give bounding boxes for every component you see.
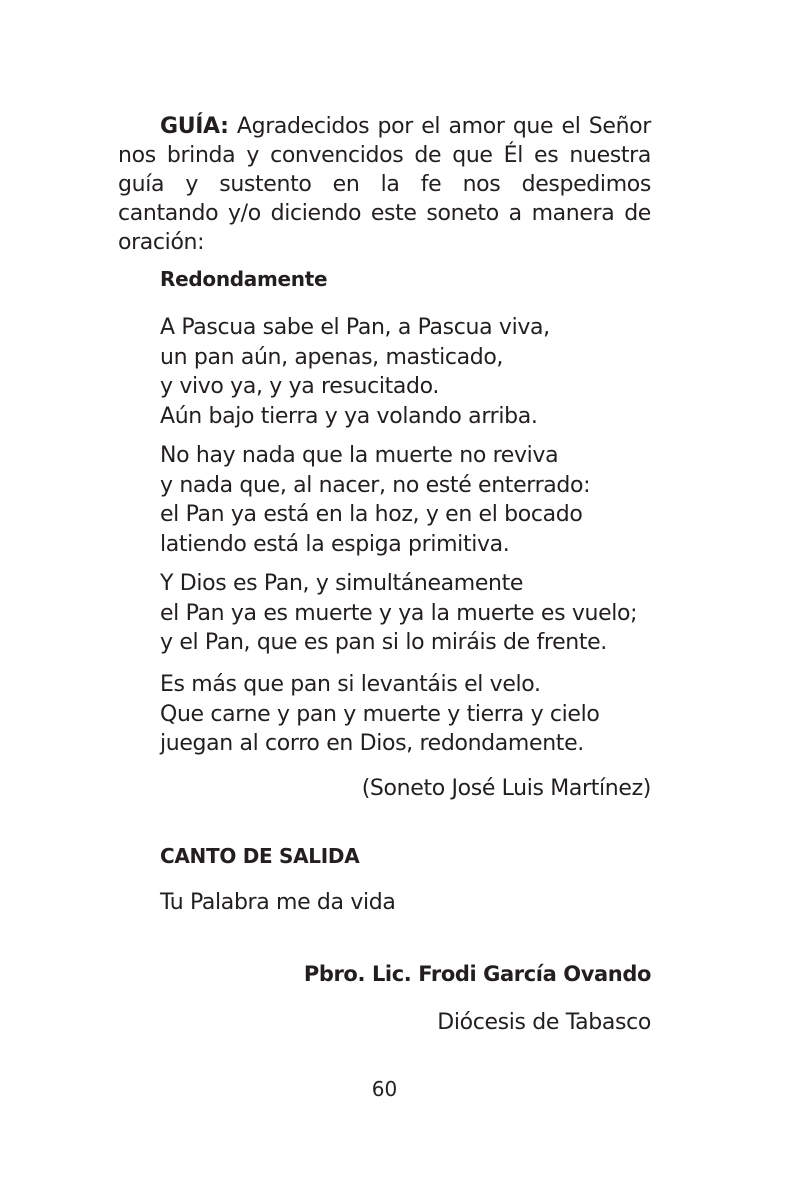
poem-attribution: (Soneto José Luis Martínez) (361, 776, 651, 801)
poem-line: Es más que pan si levantáis el velo. (160, 672, 541, 697)
signature-name: Pbro. Lic. Frodi García Ovando (303, 962, 651, 986)
poem-line: Aún bajo tierra y ya volando arriba. (160, 403, 538, 429)
poem-line: latiendo está la espiga primitiva. (160, 531, 510, 557)
closing-song-name: Tu Palabra me da vida (160, 890, 396, 915)
poem-line: No hay nada que la muerte no reviva (160, 443, 559, 468)
intro-paragraph (118, 112, 651, 257)
poem-stanza-4 (160, 670, 599, 759)
poem-line: juegan al corro en Dios, redondamente. (160, 731, 584, 756)
guide-label: GUÍA: (160, 114, 229, 139)
poem-line: Y Dios es Pan, y simultáneamente (160, 571, 524, 596)
poem-title: Redondamente (160, 267, 328, 291)
poem-line: y el Pan, que es pan si lo miráis de frente. (160, 630, 607, 655)
poem-line: Que carne y pan y muerte y tierra y cielo (160, 701, 600, 727)
signature-diocese: Diócesis de Tabasco (437, 1010, 651, 1035)
poem-stanza-2 (160, 441, 590, 559)
intro-text: Agradecidos por el amor que el Señor nos brinda y convencidos de que Él es nuestra guía y sustento en la fe nos despedimos cantando y/o diciendo este soneto a manera de oración: (118, 114, 651, 255)
closing-song-title: CANTO DE SALIDA (160, 844, 360, 868)
poem-line: y nada que, al nacer, no esté enterrado: (160, 472, 591, 498)
poem-stanza-3 (160, 569, 637, 658)
poem-stanza-1 (160, 313, 550, 431)
poem-line: un pan aún, apenas, masticado, (160, 344, 504, 370)
poem-line: el Pan ya está en la hoz, y en el bocado (160, 502, 583, 527)
page-number: 60 (371, 1077, 398, 1101)
poem-line: el Pan ya es muerte y ya la muerte es vuelo; (160, 600, 638, 626)
poem-line: y vivo ya, y ya resucitado. (160, 374, 440, 399)
document-page (118, 0, 651, 1182)
poem-line: A Pascua sabe el Pan, a Pascua viva, (160, 315, 550, 340)
